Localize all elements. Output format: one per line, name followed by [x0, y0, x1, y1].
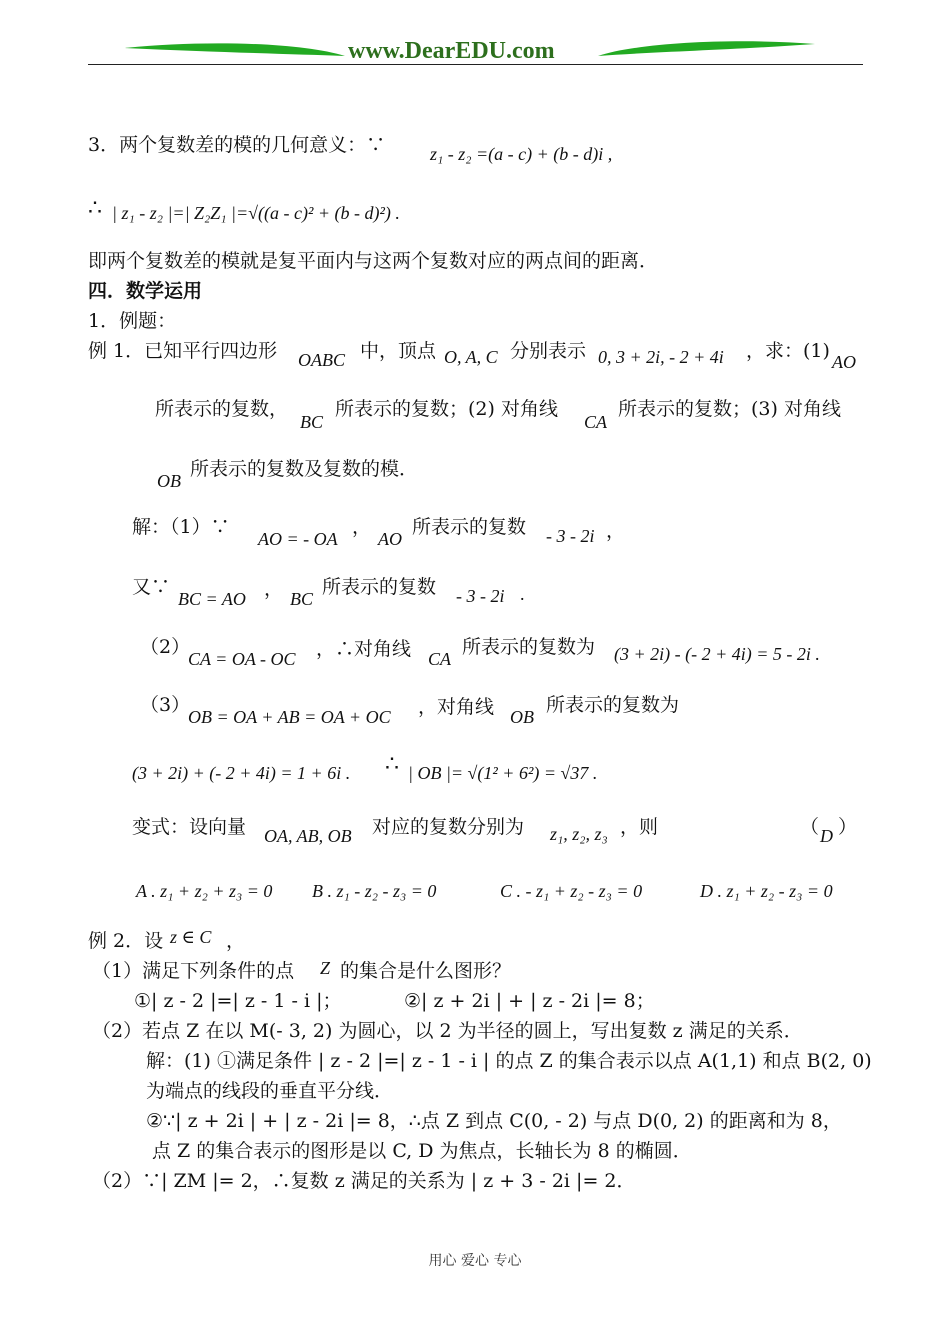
- header-rule: [88, 64, 863, 65]
- example1-text: ，求：(1): [746, 340, 830, 362]
- example2-q2: （2）若点 Z 在以 M(- 3, 2) 为圆心，以 2 为半径的圆上，写出复数 z 满足的关系．: [92, 1020, 803, 1042]
- example1-text: 分别表示: [510, 340, 587, 362]
- formula-difference: z₁ - z₂ =(a - c) + (b - d)i ,: [430, 144, 613, 164]
- punctuation: .: [520, 584, 525, 604]
- punctuation: ，: [606, 520, 626, 542]
- example2-q1: 的集合是什么图形？: [340, 960, 512, 982]
- math-bc: BC: [290, 589, 314, 609]
- solution-2-line4: 点 Z 的集合表示的图形是以 C, D 为焦点，长轴长为 8 的椭圆．: [152, 1140, 692, 1162]
- solution-text: 所表示的复数: [412, 516, 527, 538]
- math-bc: BC: [300, 412, 324, 432]
- math-ao: AO: [378, 529, 402, 549]
- math-values: 0, 3 + 2i, - 2 + 4i: [598, 347, 724, 367]
- math-ca: CA: [584, 412, 608, 432]
- math-result: - 3 - 2i: [546, 526, 595, 546]
- example2-intro: 例 2．设: [88, 930, 164, 952]
- solution-2-line2: 为端点的线段的垂直平分线．: [146, 1080, 394, 1102]
- solution-text: 又∵: [132, 576, 171, 598]
- math-vertices: O, A, C: [444, 347, 498, 367]
- math-ob-modulus: | OB |= √(1² + 6²) = √37 .: [408, 763, 598, 783]
- punctuation: ，: [352, 516, 372, 538]
- math-z: Z: [320, 958, 331, 978]
- solution-2-line1: 解：(1) ①满足条件 | z - 2 |=| z - 1 - i | 的点 Z 的集合表示以点 A(1,1) 和点 B(2, 0): [146, 1050, 872, 1072]
- variant-text: ，则: [620, 816, 659, 838]
- solution-text: 所表示的复数: [322, 576, 437, 598]
- condition-2: ②| z + 2i | + | z - 2i |= 8；: [404, 990, 655, 1012]
- solution-text: 所表示的复数为: [546, 694, 680, 716]
- answer-bracket: （: [800, 816, 820, 838]
- option-d: D . z₁ + z₂ - z₃ = 0: [700, 881, 833, 901]
- math-ob-eq: OB = OA + AB = OA + OC: [188, 707, 391, 727]
- site-name: www.DearEDU.com: [348, 38, 555, 64]
- math-vectors: OA, AB, OB: [264, 826, 352, 846]
- math-ob: OB: [157, 471, 181, 491]
- punctuation: ，: [264, 578, 284, 600]
- math-result: (3 + 2i) - (- 2 + 4i) = 5 - 2i .: [614, 644, 820, 664]
- math-ca: CA: [428, 649, 452, 669]
- formula-modulus: | z₁ - z₂ |=| Z₂Z₁ |=√((a - c)² + (b - d)²) .: [112, 203, 400, 223]
- solution-text: ，∴对角线: [316, 638, 412, 660]
- geometric-meaning: 即两个复数差的模就是复平面内与这两个复数对应的两点间的距离．: [88, 250, 659, 272]
- math-sum: (3 + 2i) + (- 2 + 4i) = 1 + 6i .: [132, 763, 351, 783]
- math-ao-eq: AO = - OA: [258, 529, 338, 549]
- math-ob: OB: [510, 707, 534, 727]
- example1-text: 中，顶点: [360, 340, 437, 362]
- answer-value: D: [820, 826, 833, 846]
- math-ao: AO: [832, 352, 856, 372]
- footer-text: 用心 爱心 专心: [428, 1253, 522, 1269]
- solution-text: 所表示的复数为: [462, 636, 596, 658]
- line-3-title: 3．两个复数差的模的几何意义：∵: [88, 134, 386, 156]
- therefore-symbol: ∴: [385, 752, 399, 777]
- math-ca-eq: CA = OA - OC: [188, 649, 296, 669]
- option-b: B . z₁ - z₂ - z₃ = 0: [312, 881, 437, 901]
- math-z-in-c: z ∈ C: [170, 927, 212, 947]
- variant-text: 对应的复数分别为: [372, 816, 525, 838]
- example1-intro: 例 1．已知平行四边形: [88, 340, 278, 362]
- answer-bracket: ）: [838, 816, 858, 838]
- option-a: A . z₁ + z₂ + z₃ = 0: [136, 881, 273, 901]
- examples-heading: 1．例题：: [88, 310, 177, 332]
- variant-label: 变式：设向量: [132, 816, 247, 838]
- math-result: - 3 - 2i: [456, 586, 505, 606]
- header-logo: [120, 36, 820, 66]
- condition-1: ①| z - 2 |=| z - 1 - i |；: [134, 990, 342, 1012]
- punctuation: ，: [226, 930, 246, 952]
- section-heading: 四．数学运用: [88, 280, 203, 302]
- therefore-symbol: ∴: [88, 196, 102, 221]
- solution-label: 解：（1）∵: [132, 516, 230, 538]
- part-label: （3）: [140, 694, 191, 716]
- solution-2-line3: ②∵| z + 2i | + | z - 2i |= 8，∴点 Z 到点 C(0, - 2) 与点 D(0, 2) 的距离和为 8，: [146, 1110, 842, 1132]
- example1-text: 所表示的复数及复数的模．: [190, 458, 419, 480]
- example2-q1: （1）满足下列条件的点: [92, 960, 295, 982]
- math-bc-eq: BC = AO: [178, 589, 246, 609]
- math-oabc: OABC: [298, 350, 345, 370]
- math-z-list: z₁, z₂, z₃: [550, 824, 608, 844]
- solution-text: ，对角线: [418, 696, 495, 718]
- solution-2-line5: （2）∵| ZM |= 2，∴复数 z 满足的关系为 | z + 3 - 2i |= 2．: [92, 1170, 636, 1192]
- example1-text: 所表示的复数；(3) 对角线: [618, 398, 841, 420]
- option-c: C . - z₁ + z₂ - z₃ = 0: [500, 881, 643, 901]
- part-label: （2）: [140, 636, 191, 658]
- example1-text: 所表示的复数；(2) 对角线: [335, 398, 558, 420]
- example1-text: 所表示的复数，: [155, 398, 289, 420]
